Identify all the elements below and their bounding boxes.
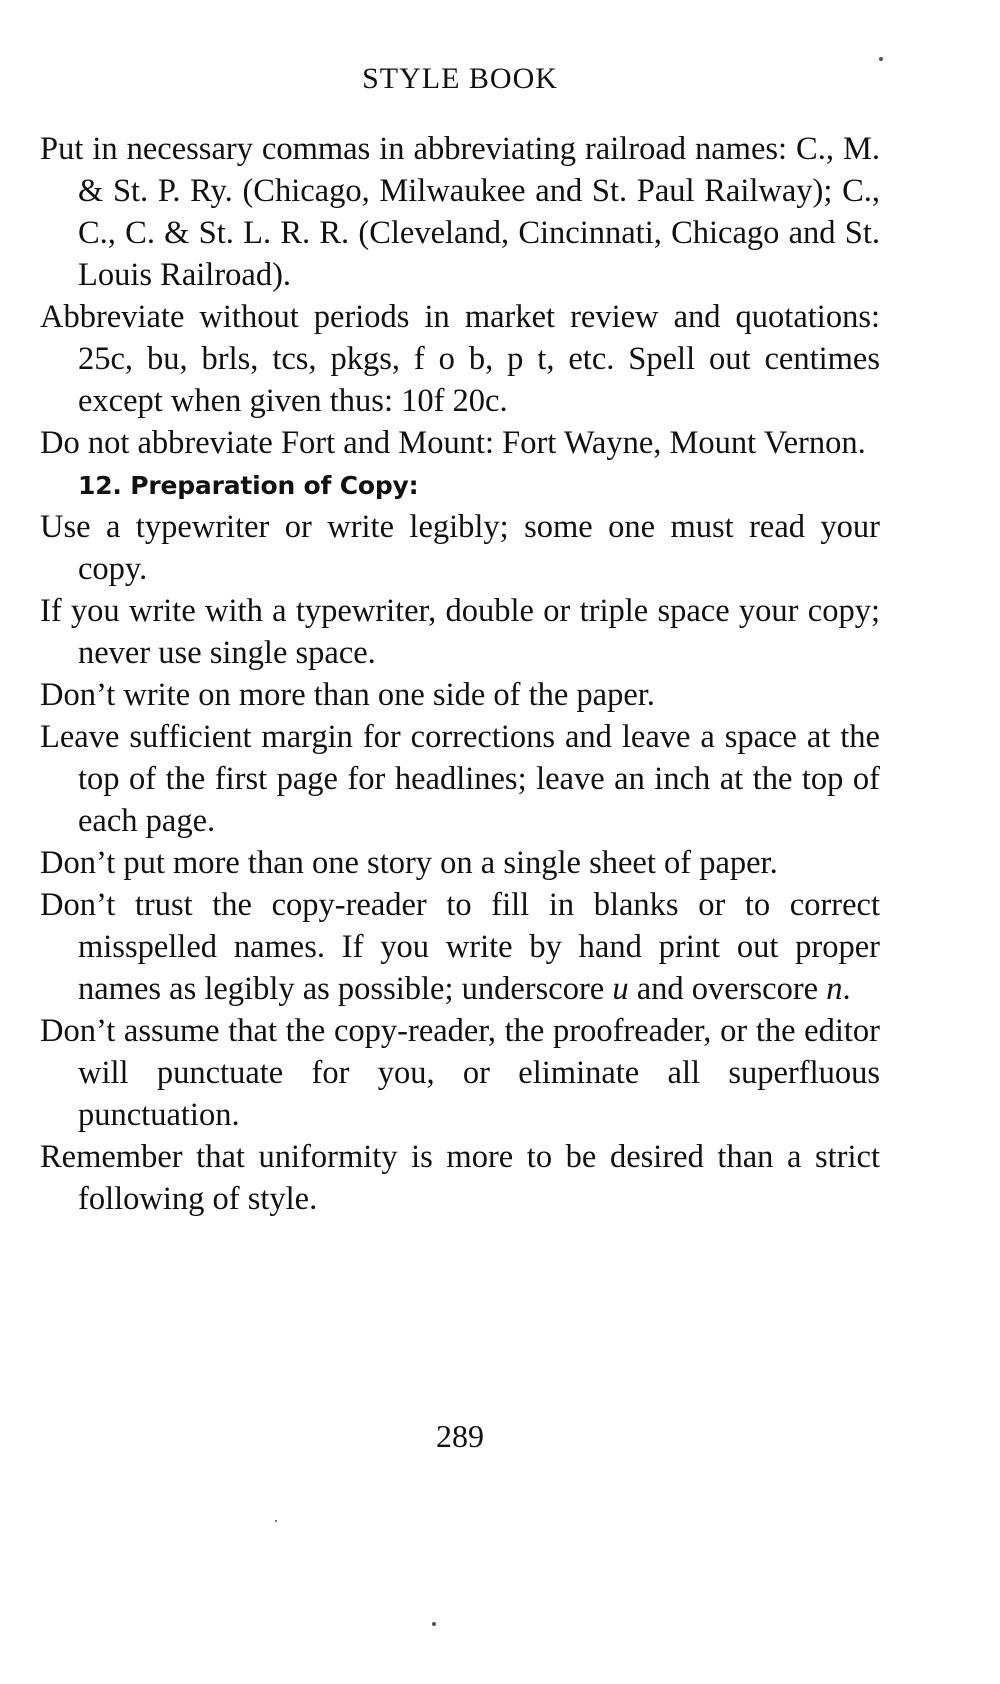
overscore-letter: n: [826, 971, 843, 1007]
running-head: STYLE BOOK: [362, 62, 558, 95]
overscore-connector: and overscore: [636, 971, 819, 1007]
paragraph-margins: Leave sufficient margin for corrections and leave a space at the top of the first page for headlines; leave an inch at the top of each page.: [40, 719, 880, 839]
scan-speck: [432, 1622, 436, 1626]
page-body: [40, 128, 880, 1220]
paragraph-one-side: Don’t write on more than one side of the paper.: [40, 677, 655, 713]
paragraph-misspelled-names: [40, 884, 880, 1010]
scan-speck: [879, 57, 883, 61]
paragraph-market-abbreviations: Abbreviate without periods in market review and quotations: 25c, bu, brls, tcs, pkgs, f o b, p t, etc. Spell out centimes except when given thus: 10f 20c.: [40, 299, 880, 419]
paragraph-uniformity: Remember that uniformity is more to be desired than a strict following of style.: [40, 1139, 880, 1217]
paragraph-legibility: Use a typewriter or write legibly; some one must read your copy.: [40, 509, 880, 587]
paragraph-punctuation: Don’t assume that the copy-reader, the proofreader, or the editor will punctuate for you, or eliminate all superfluous punctuation.: [40, 1013, 880, 1133]
paragraph-railroad-abbreviations: Put in necessary commas in abbreviating railroad names: C., M. & St. P. Ry. (Chicago, Milwaukee and St. Paul Railway); C., C., C. & St. L. R. R. (Cleveland, Cincinnati, Chicago and St. Louis Railroad).: [40, 131, 880, 293]
section-heading: 12. Preparation of Copy:: [78, 471, 419, 500]
underscore-letter: u: [612, 971, 629, 1007]
page-number: 289: [436, 1418, 484, 1454]
sentence-end: .: [842, 971, 851, 1007]
paragraph-typewriter-spacing: If you write with a typewriter, double or triple space your copy; never use single space.: [40, 593, 880, 671]
scan-speck: [275, 1520, 277, 1522]
paragraph-fort-and-mount: Do not abbreviate Fort and Mount: Fort Wayne, Mount Vernon.: [40, 425, 866, 461]
paragraph-one-story: Don’t put more than one story on a single sheet of paper.: [40, 845, 778, 881]
misspelled-text: Don’t trust the copy-reader to fill in blanks or to correct misspelled names. If you write by hand print out proper names as legibly as possible; underscore: [40, 887, 880, 1007]
